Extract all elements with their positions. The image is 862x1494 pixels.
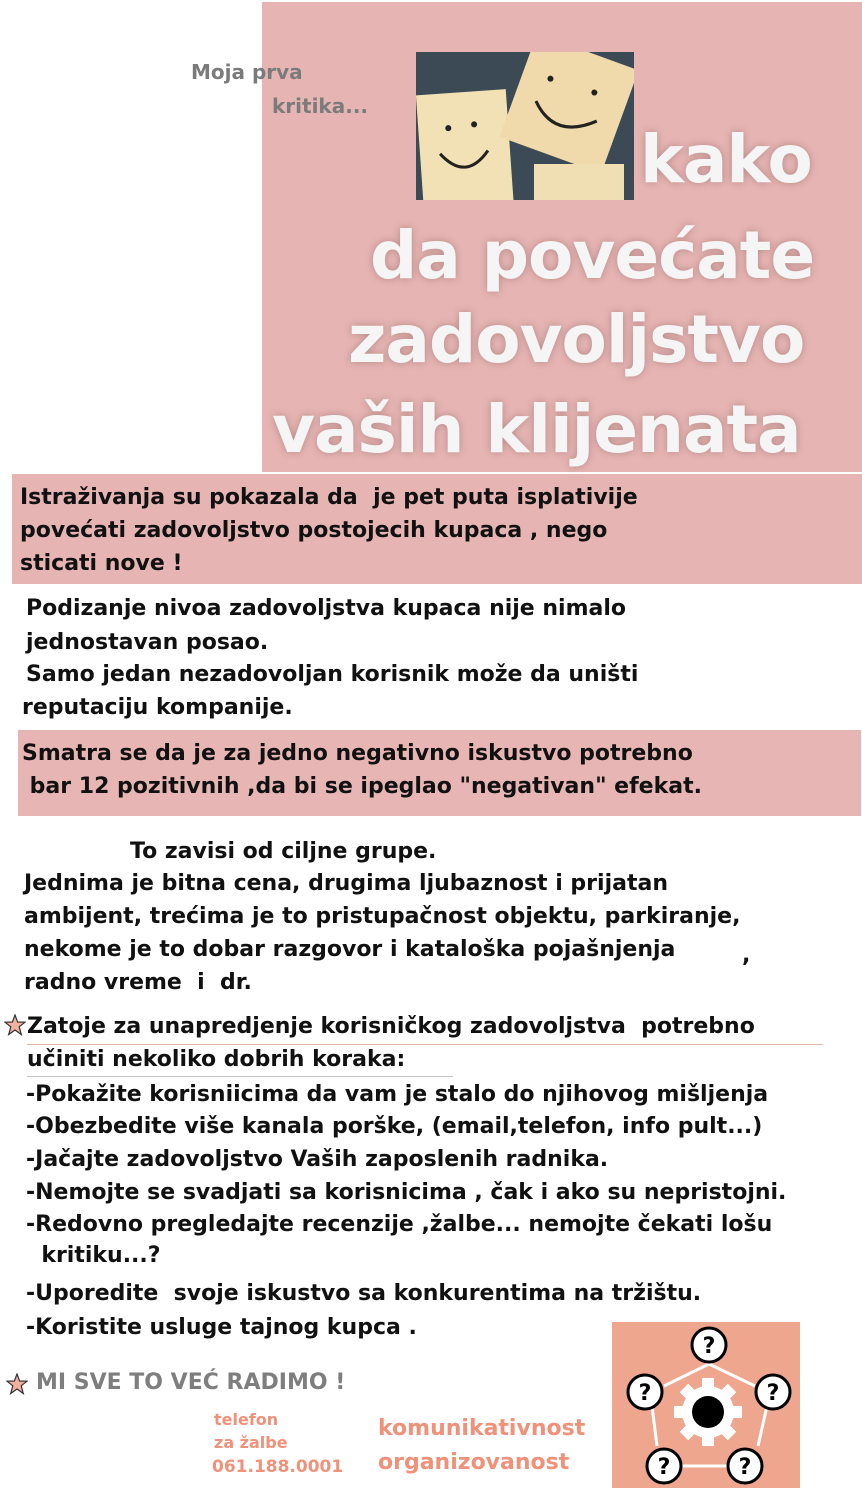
- slogan: MI SVE TO VEĆ RADIMO !: [36, 1370, 346, 1395]
- headline-line2: da povećate: [370, 217, 815, 294]
- para1-line2: jednostavan posao.: [26, 630, 269, 655]
- para2-trailing-comma: ,: [742, 943, 751, 968]
- steps-intro-line2: učiniti nekoliko dobrih koraka:: [27, 1047, 406, 1072]
- smiley-note-icon: [416, 52, 634, 200]
- headline-line4: vaših klijenata: [272, 391, 801, 468]
- steps-intro-line1: Zatoje za unapredjenje korisničkog zadovoljstva potrebno: [27, 1014, 755, 1039]
- gear-question-icon: [612, 1322, 800, 1488]
- step-item: -Redovno pregledajte recenzije ,žalbe... nemojte čekati lošu: [26, 1212, 773, 1237]
- research-line1: Istraživanja su pokazala da je pet puta isplativije: [20, 485, 638, 510]
- subtitle-line2: kritika...: [272, 94, 369, 118]
- svg-text:?: ?: [738, 1455, 752, 1480]
- step-item: -Koristite usluge tajnog kupca .: [26, 1315, 417, 1340]
- svg-text:?: ?: [766, 1381, 780, 1406]
- star-icon: [6, 1373, 28, 1399]
- word-organizovanost: organizovanost: [378, 1450, 570, 1475]
- para2-line3: nekome je to dobar razgovor i kataloška pojašnjenja: [24, 937, 676, 962]
- para2-lead: To zavisi od ciljne grupe.: [130, 839, 437, 864]
- sticky-notes-image: [416, 52, 634, 200]
- phone-number[interactable]: 061.188.0001: [212, 1457, 344, 1477]
- svg-text:?: ?: [702, 1334, 716, 1359]
- para2-line2: ambijent, trećima je to pristupačnost objektu, parkiranje,: [24, 904, 741, 929]
- step-item: -Obezbedite više kanala porške, (email,telefon, info pult...): [26, 1114, 763, 1139]
- gear-question-graphic: [612, 1322, 800, 1488]
- headline-line3: zadovoljstvo: [348, 301, 805, 378]
- step-item: -Pokažite korisniicima da vam je stalo do njihovog mišljenja: [26, 1082, 769, 1107]
- para1-line4: reputaciju kompanije.: [22, 695, 293, 720]
- phone-label1: telefon: [214, 1410, 279, 1429]
- svg-text:?: ?: [657, 1455, 671, 1480]
- para2-line1: Jednima je bitna cena, drugima ljubaznost i prijatan: [24, 871, 668, 896]
- phone-label2: za žalbe: [214, 1433, 288, 1452]
- headline-line1: kako: [640, 121, 812, 198]
- svg-text:?: ?: [638, 1381, 652, 1406]
- step-item: -Nemojte se svadjati sa korisnicima , čak i ako su nepristojni.: [26, 1180, 787, 1205]
- para1-line3: Samo jedan nezadovoljan korisnik može da uništi: [26, 662, 639, 687]
- band2-line2: bar 12 pozitivnih ,da bi se ipeglao "negativan" efekat.: [22, 774, 702, 799]
- para1-line1: Podizanje nivoa zadovoljstva kupaca nije nimalo: [26, 596, 627, 621]
- para2-line4: radno vreme i dr.: [24, 970, 252, 995]
- subtitle-line1: Moja prva: [191, 60, 303, 84]
- step-item: -Jačajte zadovoljstvo Vaših zaposlenih radnika.: [26, 1147, 609, 1172]
- band2-line1: Smatra se da je za jedno negativno iskustvo potrebno: [22, 741, 693, 766]
- research-line3: sticati nove !: [20, 551, 183, 576]
- step-item: kritiku...?: [26, 1243, 161, 1268]
- word-komunikativnost: komunikativnost: [378, 1416, 586, 1441]
- step-item: -Uporedite svoje iskustvo sa konkurentima na tržištu.: [26, 1281, 702, 1306]
- research-line2: povećati zadovoljstvo postojecih kupaca , nego: [20, 518, 608, 543]
- star-icon: [4, 1014, 26, 1041]
- underline: [27, 1076, 453, 1077]
